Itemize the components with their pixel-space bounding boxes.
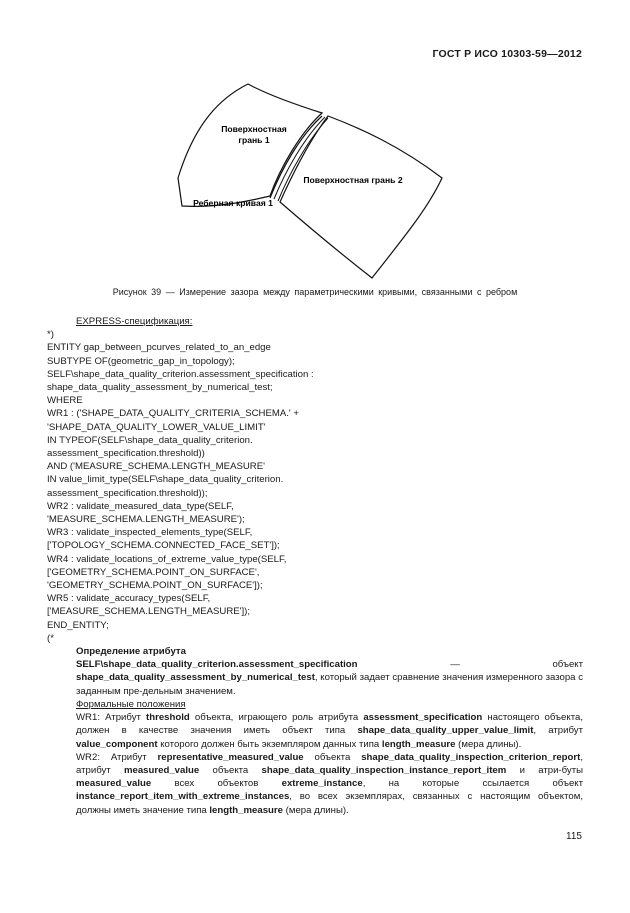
term: length_measure xyxy=(381,738,456,750)
text: , во всех экземплярах, связанных с настоящим объектом, должны иметь значение типа xyxy=(76,791,583,816)
term: assessment_specification xyxy=(363,712,483,724)
text: настоящего объекта, должен в качестве значения иметь объект типа xyxy=(76,712,583,737)
term: shape_data_quality_upper_value_limit xyxy=(357,725,534,737)
type-name: shape_data_quality_assessment_by_numerical_test xyxy=(76,672,315,684)
text: и атри-буты xyxy=(506,764,583,776)
express-code-line: SELF\shape_data_quality_criterion.assessment_specification : xyxy=(47,368,314,380)
page-number: 115 xyxy=(566,831,582,842)
express-code-line: ['MEASURE_SCHEMA.LENGTH_MEASURE']); xyxy=(47,606,251,618)
express-code-line: *) xyxy=(47,329,54,341)
term: instance_report_item_with_extreme_instances xyxy=(76,791,290,803)
figure-39 xyxy=(160,78,460,288)
text: , который задает сравнение значения измеренного зазора с заданным пре-дельным значением. xyxy=(76,672,583,697)
surface-face-2 xyxy=(280,116,442,278)
term: value_component xyxy=(76,738,158,750)
text: которого должен быть экземпляром данных типа xyxy=(157,738,382,750)
wr1-paragraph xyxy=(47,711,583,751)
term: measured_value xyxy=(123,764,200,776)
text: , на которые ссылается объект xyxy=(362,778,583,790)
express-code-line: WR3 : validate_inspected_elements_type(SELF, xyxy=(47,527,253,539)
label-face-1-line1: Поверхностная xyxy=(221,124,287,134)
term: shape_data_quality_inspection_instance_report_item xyxy=(261,764,507,776)
express-heading: EXPRESS-спецификация: xyxy=(76,316,193,327)
express-code-line: shape_data_quality_assessment_by_numerical_test; xyxy=(47,382,273,394)
express-code-line: WR4 : validate_locations_of_extreme_value_type(SELF, xyxy=(47,553,287,565)
term: measured_value xyxy=(76,778,152,790)
text: объекта xyxy=(303,751,362,763)
express-code-line: assessment_specification.threshold)); xyxy=(47,487,208,499)
term: extreme_instance xyxy=(281,778,363,790)
express-code-line: SUBTYPE OF(geometric_gap_in_topology); xyxy=(47,355,235,367)
gap-diagram xyxy=(160,78,460,288)
text: WR1: Атрибут xyxy=(76,712,147,724)
formal-propositions-heading: Формальные положения xyxy=(76,698,186,710)
express-code-line: ['TOPOLOGY_SCHEMA.CONNECTED_FACE_SET']); xyxy=(47,540,280,552)
document-body xyxy=(47,315,583,817)
express-code-line: WHERE xyxy=(47,395,83,407)
express-code-line: 'MEASURE_SCHEMA.LENGTH_MEASURE'); xyxy=(47,514,245,526)
text: WR2: Атрибут xyxy=(76,751,158,763)
text: объекта xyxy=(199,764,262,776)
express-code-line: (* xyxy=(47,632,54,644)
text: , атрибут xyxy=(76,751,583,776)
document-header: ГОСТ Р ИСО 10303-59—2012 xyxy=(432,48,582,60)
term: shape_data_quality_inspection_criterion_report xyxy=(361,751,581,763)
term: representative_measured_value xyxy=(157,751,304,763)
label-face-1-line2: грань 1 xyxy=(238,135,270,145)
express-code-line: IN value_limit_type(SELF\shape_data_quality_criterion. xyxy=(47,474,284,486)
attribute-definition-paragraph xyxy=(47,658,583,698)
text: (мера длины). xyxy=(455,738,522,750)
attribute-definition-heading: Определение атрибута xyxy=(76,646,186,658)
express-code-line: 'GEOMETRY_SCHEMA.POINT_ON_SURFACE']); xyxy=(47,580,263,592)
text: , атрибут xyxy=(533,725,583,737)
express-code-line: assessment_specification.threshold)) xyxy=(47,448,205,460)
express-code-line: END_ENTITY; xyxy=(47,619,109,631)
express-code-line: ['GEOMETRY_SCHEMA.POINT_ON_SURFACE', xyxy=(47,566,260,578)
wr2-paragraph xyxy=(47,751,583,817)
label-edge-curve: Реберная кривая 1 xyxy=(193,198,273,208)
text: (мера длины). xyxy=(282,804,349,816)
express-code-line: WR2 : validate_measured_data_type(SELF, xyxy=(47,500,234,512)
text: объекта, играющего роль атрибута xyxy=(189,712,364,724)
express-code-line: 'SHAPE_DATA_QUALITY_LOWER_VALUE_LIMIT' xyxy=(47,421,266,433)
express-code-line: WR1 : ('SHAPE_DATA_QUALITY_CRITERIA_SCHEMA.' + xyxy=(47,408,300,420)
text: — объект xyxy=(357,659,583,671)
figure-caption: Рисунок 39 — Измерение зазора между параметрическими кривыми, связанными с ребром xyxy=(112,287,518,297)
express-code-line: WR5 : validate_accuracy_types(SELF, xyxy=(47,593,211,605)
express-code-line: AND ('MEASURE_SCHEMA.LENGTH_MEASURE' xyxy=(47,461,265,473)
label-face-2: Поверхностная грань 2 xyxy=(303,175,403,185)
express-code-line: ENTITY gap_between_pcurves_related_to_an_edge xyxy=(47,342,271,354)
express-code-line: IN TYPEOF(SELF\shape_data_quality_criterion. xyxy=(47,434,253,446)
term: threshold xyxy=(146,712,190,724)
express-code xyxy=(47,328,583,645)
text: всех объектов xyxy=(151,778,282,790)
term: length_measure xyxy=(209,804,283,816)
attr-name: SELF\shape_data_quality_criterion.assessment_specification xyxy=(76,659,358,671)
